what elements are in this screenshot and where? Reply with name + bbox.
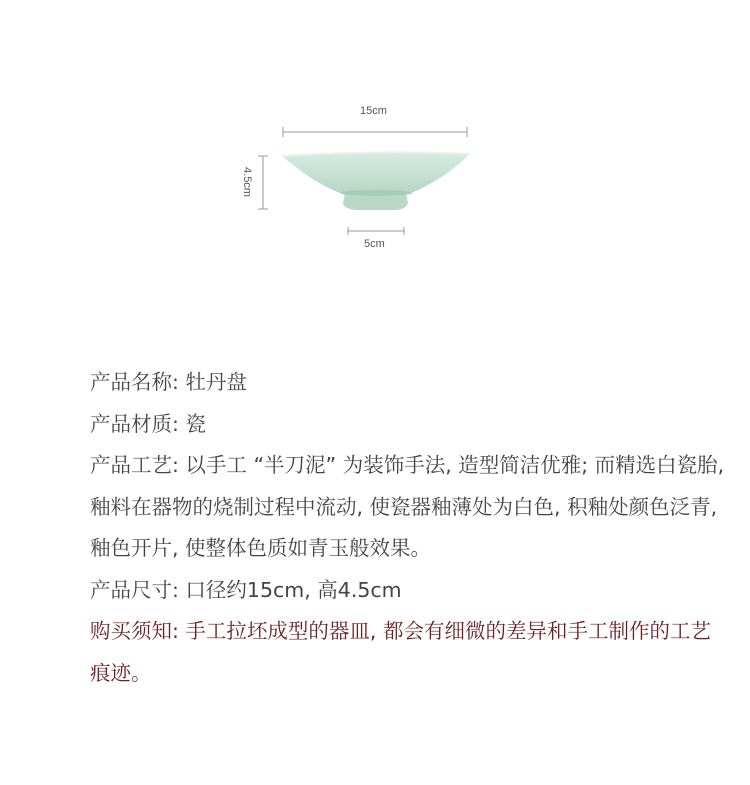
plate-body: [282, 152, 469, 210]
plate-illustration: [0, 0, 750, 300]
product-info: [90, 362, 730, 694]
foot-dimension-line: [348, 227, 404, 235]
foot-label: 5cm: [364, 238, 385, 250]
product-craft: 产品工艺: 以手工 “半刀泥” 为装饰手法, 造型简洁优雅; 而精选白瓷胎, 釉料在器物的烧制过程中流动, 使瓷器釉薄处为白色, 积釉处颜色泛青, 釉色开片, 使整体色质如青玉般效果。: [90, 453, 725, 560]
product-material: 产品材质: 瓷: [90, 411, 206, 436]
product-name: 产品名称: 牡丹盘: [90, 370, 247, 394]
width-label: 15cm: [360, 105, 387, 117]
height-label: 4.5cm: [240, 167, 253, 197]
height-dimension-line: [258, 156, 268, 209]
product-dimension-diagram: [0, 0, 750, 300]
purchase-notice: 购买须知: 手工拉坯成型的器皿, 都会有细微的差异和手工制作的工艺痕迹。: [90, 619, 711, 685]
product-size: 产品尺寸: 口径约15cm, 高4.5cm: [90, 577, 402, 602]
width-dimension-line: [283, 127, 467, 137]
